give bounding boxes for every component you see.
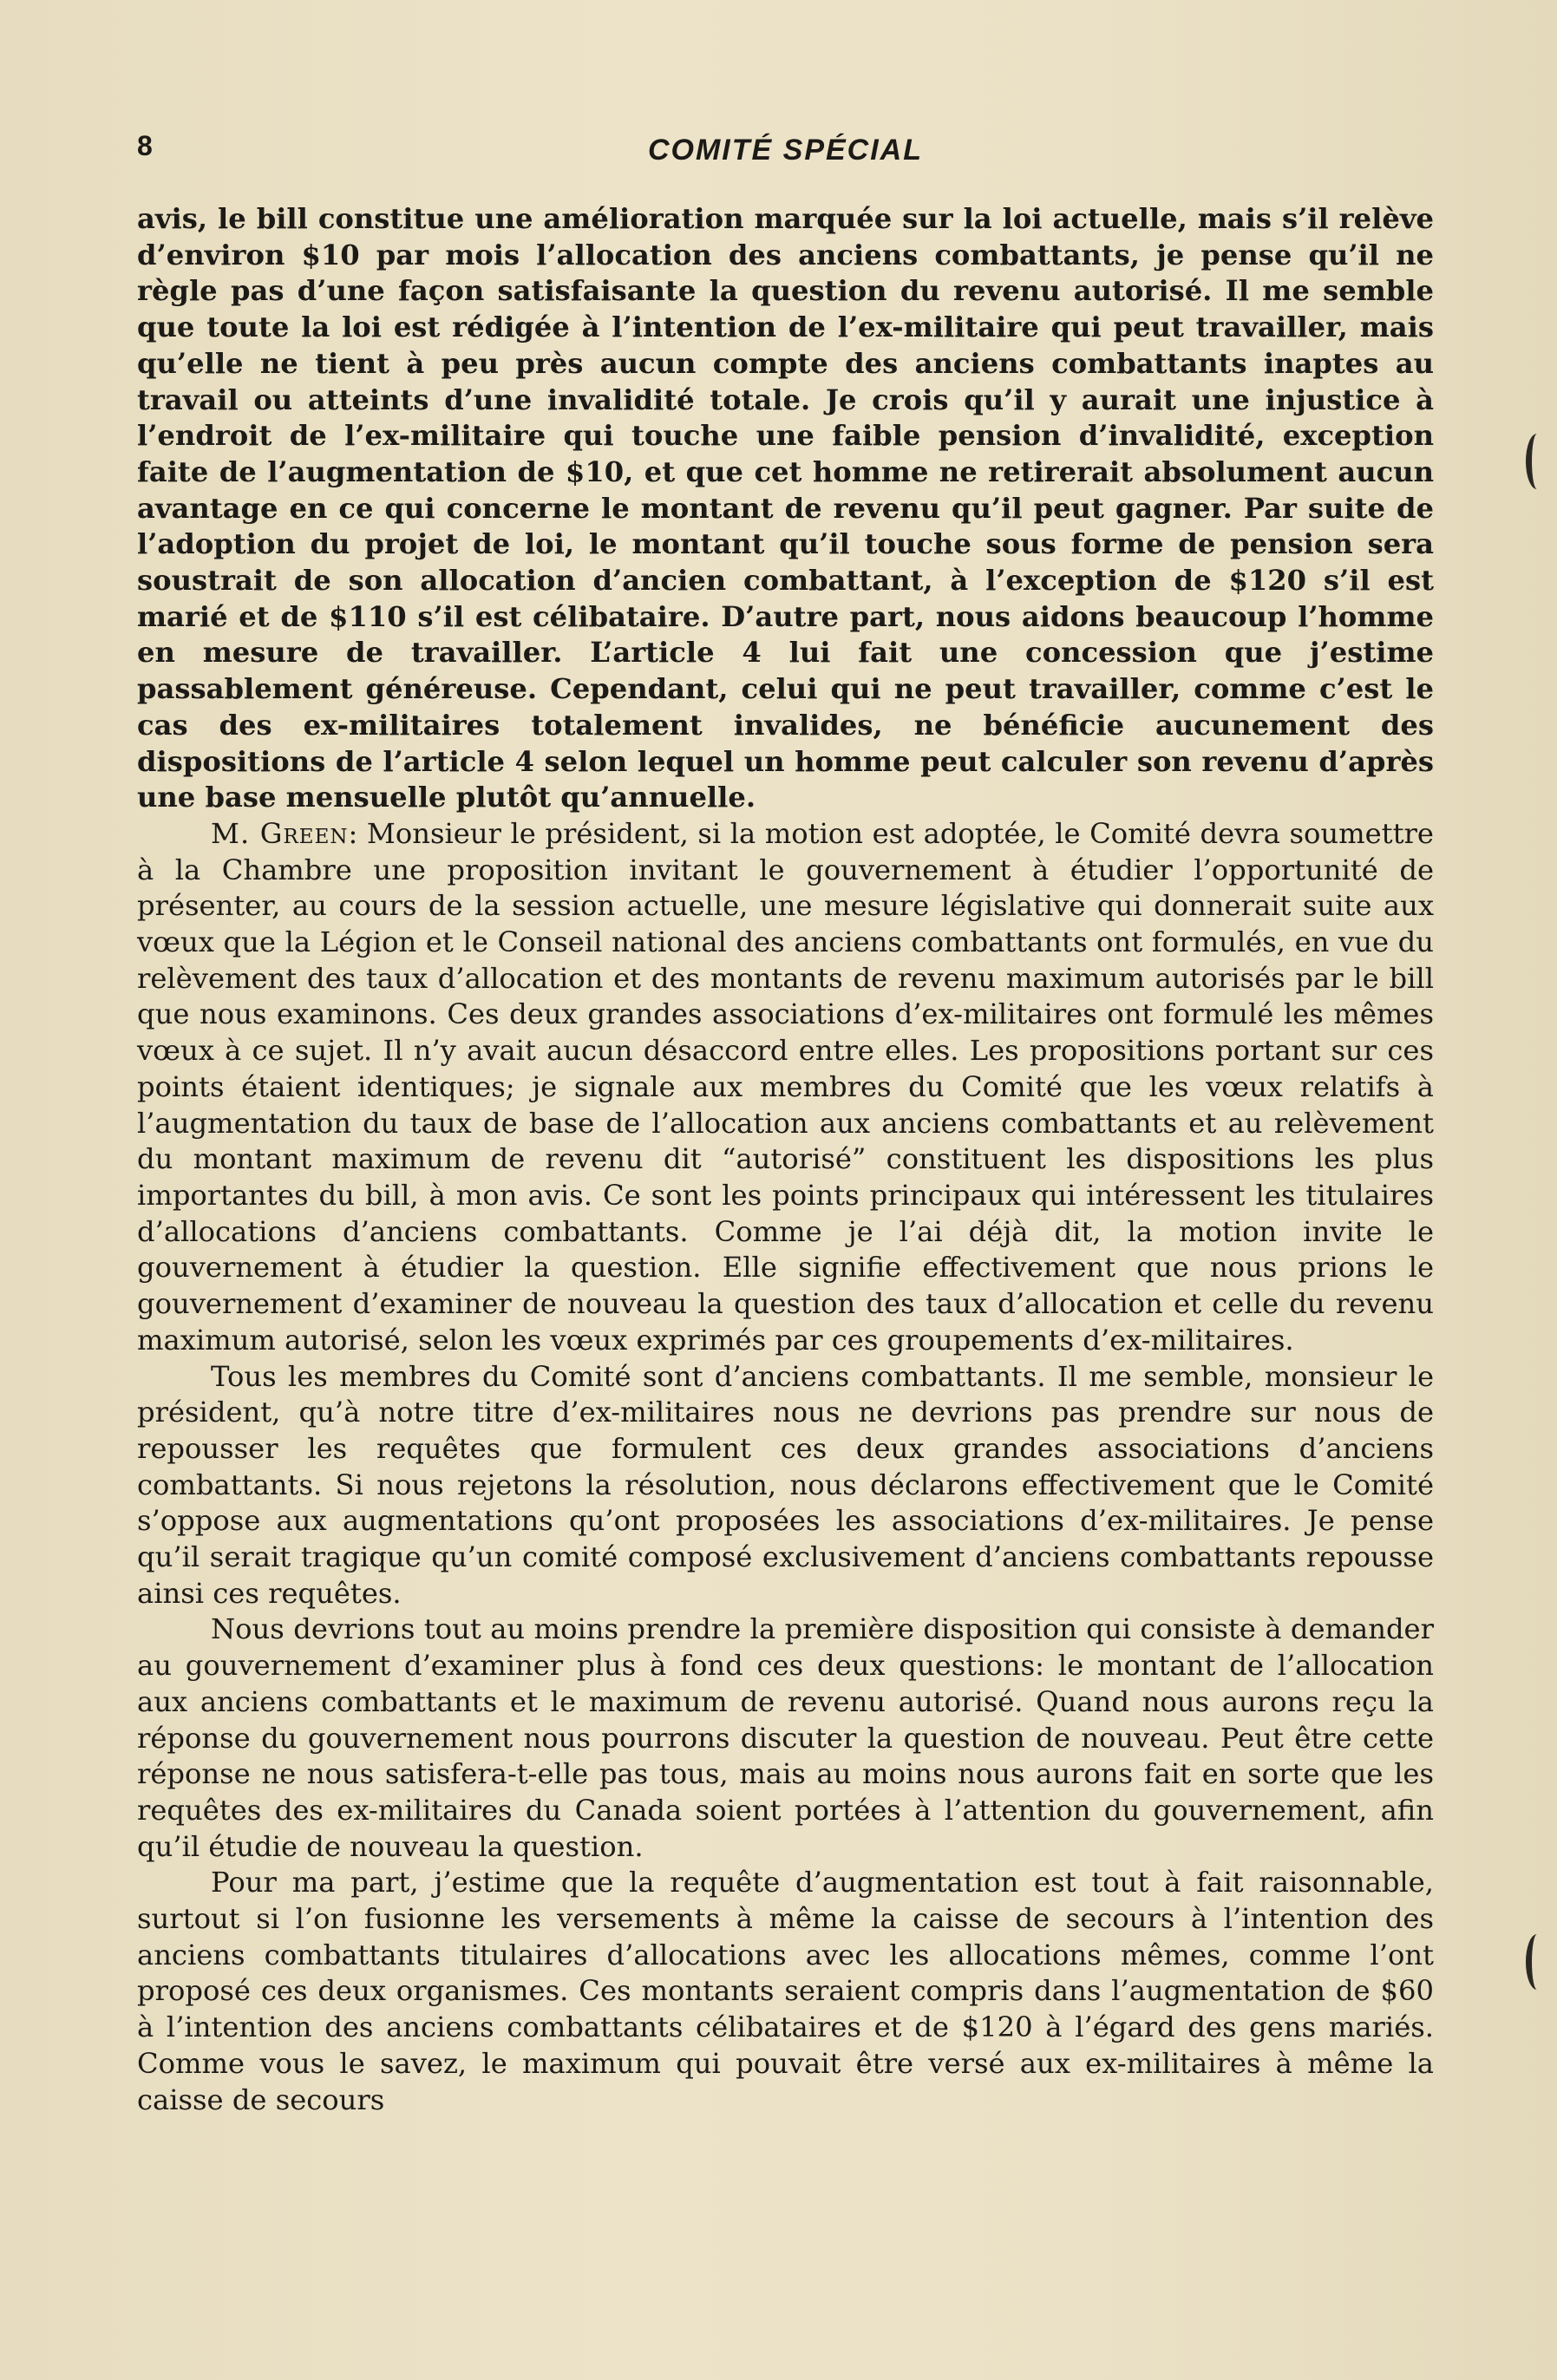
page-header xyxy=(137,130,1434,173)
paragraph-2-text: : Monsieur le président, si la motion est adoptée, le Comité devra soumettre à la Chambre une proposition invitant le gouvernement à étudier l’opportunité de présenter, au cours de la session actuelle, une mesure législative qui donnerait suite aux vœux que la Légion et le Conseil national des anciens combattants ont formulés, en vue du relèvement des taux d’allocation et des montants de revenu maximum autorisés par le bill que nous examinons. Ces deux grandes associations d’ex-militaires ont formulé les mêmes vœux à ce sujet. Il n’y avait aucun désaccord entre elles. Les propositions portant sur ces points étaient identiques; je signale aux membres du Comité que les vœux relatifs à l’augmentation du taux de base de l’allocation aux anciens combattants et au relèvement du montant maximum de revenu dit “autorisé” constituent les dispositions les plus importantes du bill, à mon avis. Ce sont les points principaux qui intéressent les titulaires d’allocations d’anciens combattants. Comme je l’ai déjà dit, la motion invite le gouvernement à étudier la question. Elle signifie effectivement que nous prions le gouvernement d’examiner de nouveau la question des taux d’allocation et celle du revenu maximum autorisé, selon les vœux exprimés par ces groupements d’ex-militaires. xyxy=(137,816,1434,1357)
paragraph-1: avis, le bill constitue une amélioration marquée sur la loi actuelle, mais s’il relève d’environ $10 par mois l’allocation des anciens combattants, je pense qu’il ne règle pas d’une façon satisfaisante la question du revenu autorisé. Il me semble que toute la loi est rédigée à l’intention de l’ex-militaire qui peut travailler, mais qu’elle ne tient à peu près aucun compte des anciens combattants inaptes au travail ou atteints d’une invalidité totale. Je crois qu’il y aurait une injustice à l’endroit de l’ex-militaire qui touche une faible pension d’invalidité, exception faite de l’augmentation de $10, et que cet homme ne retirerait absolument aucun avantage en ce qui concerne le montant de revenu qu’il peut gagner. Par suite de l’adoption du projet de loi, le montant qu’il touche sous forme de pension sera soustrait de son allocation d’ancien combattant, à l’exception de $120 s’il est marié et de $110 s’il est célibataire. D’autre part, nous aidons beaucoup l’homme en mesure de travailler. L’article 4 lui fait une concession que j’estime passablement généreuse. Cependant, celui qui ne peut travailler, comme c’est le cas des ex-militaires totalement invalides, ne bénéficie aucunement des dispositions de l’article 4 selon lequel un homme peut calculer son revenu d’après une base mensuelle plutôt qu’annuelle. xyxy=(137,202,1434,814)
binding-hole-mark xyxy=(1526,434,1548,489)
speaker-name: M. Green xyxy=(211,816,349,850)
paragraph-5: Pour ma part, j’estime que la requête d’augmentation est tout à fait raisonnable, surtout si l’on fusionne les versements à même la caisse de secours à l’intention des anciens combattants titulaires d’allocations avec les allocations mêmes, comme l’ont proposé ces deux organismes. Ces montants seraient compris dans l’augmentation de $60 à l’intention des anciens combattants célibataires et de $120 à l’égard des gens mariés. Comme vous le savez, le maximum qui pouvait être versé aux ex-militaires à même la caisse de secours xyxy=(137,1866,1434,2116)
binding-hole-mark xyxy=(1526,1934,1548,1990)
running-title: COMITÉ SPÉCIAL xyxy=(647,134,924,167)
paragraph-3: Tous les membres du Comité sont d’anciens combattants. Il me semble, monsieur le président, qu’à notre titre d’ex-militaires nous ne devrions pas prendre sur nous de repousser les requêtes que formulent ces deux grandes associations d’anciens combattants. Si nous rejetons la résolution, nous déclarons effectivement que le Comité s’oppose aux augmentations qu’ont proposées les associations d’ex-militaires. Je pense qu’il serait tragique qu’un comité composé exclusivement d’anciens combattants repousse ainsi ces requêtes. xyxy=(137,1359,1434,1610)
body-text xyxy=(137,201,1434,2118)
page-number: 8 xyxy=(137,130,153,161)
paragraph-2 xyxy=(137,816,1434,1359)
paragraph-4: Nous devrions tout au moins prendre la première disposition qui consiste à demander au gouvernement d’examiner plus à fond ces deux questions: le montant de l’allocation aux anciens combattants et le maximum de revenu autorisé. Quand nous aurons reçu la réponse du gouvernement nous pourrons discuter la question de nouveau. Peut être cette réponse ne nous satisfera-t-elle pas tous, mais au moins nous aurons fait en sorte que les requêtes des ex-militaires du Canada soient portées à l’attention du gouvernement, afin qu’il étudie de nouveau la question. xyxy=(137,1612,1434,1863)
